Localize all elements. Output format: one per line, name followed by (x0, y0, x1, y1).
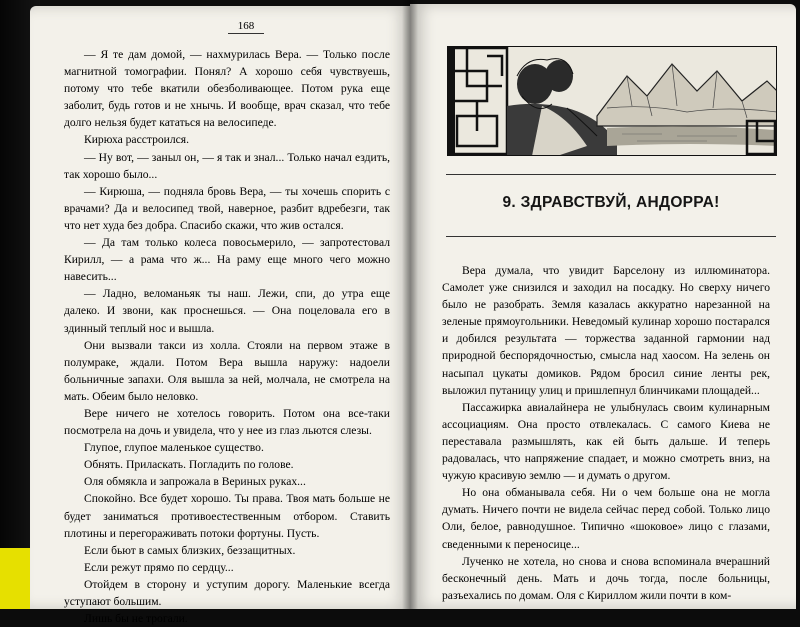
paragraph: Лученко не хотела, но снова и снова вспоминала вчерашний бесконечный день. Мать и дочь тогда, после больницы, разъехались по домам. Оля с Кириллом жили почти в ком- (442, 554, 770, 602)
paragraph: Обнять. Приласкать. Погладить по голове. (84, 458, 294, 472)
right-page-text (442, 262, 770, 604)
paragraph: Лишь бы не трогали. (84, 612, 188, 626)
yellow-strip (0, 548, 34, 609)
paragraph: Оля обмякла и запрожала в Вериных руках... (84, 475, 306, 489)
paragraph: — Да там только колеса повосьмерило, — запротестовал Кирилл, — а рама что ж... На раму еще много чего можно навесить... (64, 236, 390, 284)
paragraph: Кирюха расстроился. (84, 133, 190, 147)
paragraph: Глупое, глупое маленькое существо. (84, 441, 264, 455)
paragraph: Вера думала, что увидит Барселону из иллюминатора. Самолет уже снизился и заходил на посадку. Но сверху ничего было не разобрать. Земля казалась аккуратно нарезанной на зеленые прямоугольники. Неведомый кулинар хорошо постарался и добился результата — торжества заданной гармонии над природной беспорядочностью, смысла над хаосом. На зелень он насыпал цукаты домиков. Рядом бросил синие ленты рек, выложил путаницу улиц и пришлепнул блинчиками площадей... (442, 264, 770, 397)
page-number: 168 (228, 20, 264, 34)
paragraph: Если бьют в самых близких, беззащитных. (84, 543, 296, 557)
paragraph: Вере ничего не хотелось говорить. Потом она все-таки посмотрела на дочь и увидела, что у нее из глаз льются слезы. (64, 406, 390, 438)
left-page-text (64, 46, 390, 627)
paragraph: — Я те дам домой, — нахмурилась Вера. — Только после магнитной томографии. Понял? А хорошо себя чувствуешь, потому что тебе вкатили обезболивающее. Потом рука еще заболит, будь готов и не хнычь. И вообще, врач сказал, что тебе долго нельзя будет кататься на велосипеде. (64, 48, 390, 130)
engraving-illustration-icon (447, 46, 777, 156)
paragraph: Но она обманывала себя. Ни о чем больше она не могла думать. Ничего почти не видела сейчас перед собой. Только лицо Оли, белое, равнодушное. Типично «шоковое» лицо с глазами, сведенными к переносице... (442, 486, 770, 551)
paragraph: — Ну вот, — заныл он, — я так и знал... Только начал ездить, так хорошо было... (64, 150, 390, 181)
paragraph: — Ладно, веломаньяк ты наш. Лежи, спи, до утра еще далеко. И звони, как проснешься. — Она поцеловала его в здинный теплый нос и вышла. (64, 287, 390, 335)
paragraph: Если режут прямо по сердцу... (84, 560, 234, 574)
paragraph: Отойдем в сторону и уступим дорогу. Маленькие всегда уступают большим. (64, 577, 390, 608)
paragraph: Они вызвали такси из холла. Стояли на первом этаже в полумраке, ждали. Потом Вера вышла наружу: надоели больничные запахи. Оля вышла за ней, молчала, не смотрела на мать. Обеим было неловко. (64, 338, 390, 403)
chapter-title: 9. ЗДРАВСТВУЙ, АНДОРРА! (502, 194, 720, 211)
paragraph: Спокойно. Все будет хорошо. Ты права. Твоя мать больше не будет заниматься противоестественным отбором. Ставить плотины и перегораживать потоки фортуны. Пусть. (64, 492, 390, 540)
paragraph: Пассажирка авиалайнера не улыбнулась своим кулинарным ассоциациям. Она просто отвлекалась. С самого Киева не переставала размышлять, как ей быть дальше. И теперь радовалась, что напряжение спадает, и можно смотреть вниз, на чужую красивую землю — и думать о другом. (442, 400, 770, 483)
chapter-rule-bottom (446, 236, 776, 237)
paragraph: — Кирюша, — подняла бровь Вера, — ты хочешь спорить с врачами? Да и велосипед твой, наверное, разбит вдребезги, так что нет худа без добра. Спасибо скажи, что жив остался. (64, 184, 390, 232)
chapter-rule-top (446, 174, 776, 175)
book-gutter (402, 0, 418, 609)
